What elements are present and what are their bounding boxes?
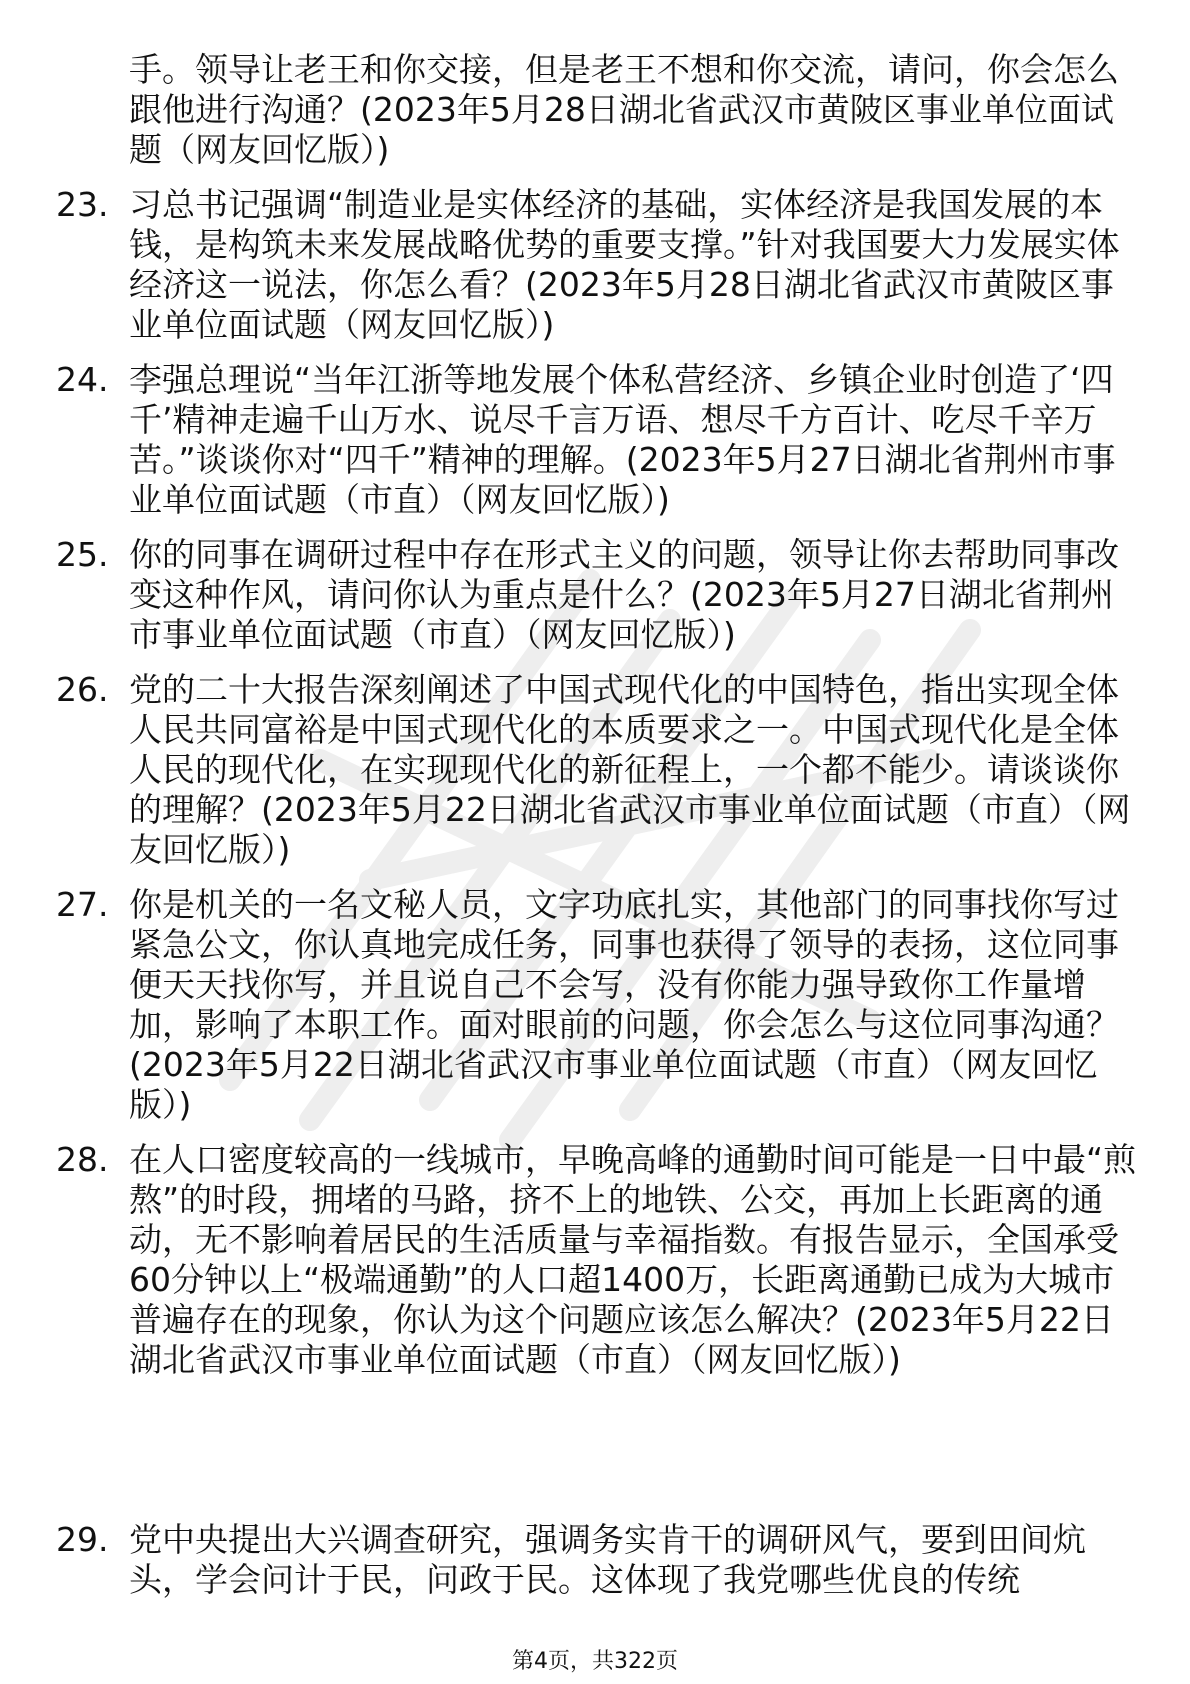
question-text: 在人口密度较高的一线城市，早晚高峰的通勤时间可能是一日中最“煎熬”的时段，拥堵的马路，挤不上的地铁、公交，再加上长距离的通动，无不影响着居民的生活质量与幸福指数。有报告显示，全国承受60分钟以上“极端通勤”的人口超1400万，长距离通勤已成为大城市普遍存在的现象，你认为这个问题应该怎么解决？(2023年5月22日湖北省武汉市事业单位面试题（市直）（网友回忆版）): [129, 1140, 1137, 1379]
question-number: 29.: [56, 1520, 109, 1559]
question-text: 你的同事在调研过程中存在形式主义的问题，领导让你去帮助同事改变这种作风，请问你认为重点是什么？(2023年5月27日湖北省荆州市事业单位面试题（市直）（网友回忆版）): [129, 535, 1119, 654]
question-text: 习总书记强调“制造业是实体经济的基础，实体经济是我国发展的本钱，是构筑未来发展战略优势的重要支撑。”针对我国要大力发展实体经济这一说法，你怎么看？(2023年5月28日湖北省武汉市黄陂区事业单位面试题（网友回忆版）): [129, 185, 1120, 344]
question-item: [56, 535, 1146, 655]
continuation-paragraph: 手。领导让老王和你交接，但是老王不想和你交流，请问，你会怎么跟他进行沟通？(2023年5月28日湖北省武汉市黄陂区事业单位面试题（网友回忆版）): [129, 50, 1119, 169]
question-number: 23.: [56, 185, 109, 224]
question-number: 27.: [56, 885, 109, 924]
question-item: [56, 885, 1146, 1125]
question-number: 25.: [56, 535, 109, 574]
question-text: 李强总理说“当年江浙等地发展个体私营经济、乡镇企业时创造了‘四千’精神走遍千山万水、说尽千言万语、想尽千方百计、吃尽千辛万苦。”谈谈你对“四千”精神的理解。(2023年5月27日湖北省荆州市事业单位面试题（市直）（网友回忆版）): [129, 360, 1116, 519]
question-item: [56, 1140, 1146, 1380]
question-item: [56, 185, 1146, 345]
question-item: [56, 1520, 1146, 1600]
question-number: 24.: [56, 360, 109, 399]
question-item: [56, 360, 1146, 520]
question-item: [56, 670, 1146, 870]
question-text: 你是机关的一名文秘人员，文字功底扎实，其他部门的同事找你写过紧急公文，你认真地完成任务，同事也获得了领导的表扬，这位同事便天天找你写，并且说自己不会写，没有你能力强导致你工作量增加，影响了本职工作。面对眼前的问题，你会怎么与这位同事沟通？(2023年5月22日湖北省武汉市事业单位面试题（市直）（网友回忆版）): [129, 885, 1119, 1124]
question-number: 28.: [56, 1140, 109, 1179]
page-footer: 第4页，共322页: [512, 1649, 678, 1674]
question-text: 党中央提出大兴调查研究，强调务实肯干的调研风气，要到田间炕头，学会问计于民，问政于民。这体现了我党哪些优良的传统: [129, 1520, 1086, 1599]
question-number: 26.: [56, 670, 109, 709]
question-text: 党的二十大报告深刻阐述了中国式现代化的中国特色，指出实现全体人民共同富裕是中国式现代化的本质要求之一。中国式现代化是全体人民的现代化，在实现现代化的新征程上，一个都不能少。请谈谈你的理解？(2023年5月22日湖北省武汉市事业单位面试题（市直）（网友回忆版）): [129, 670, 1131, 869]
